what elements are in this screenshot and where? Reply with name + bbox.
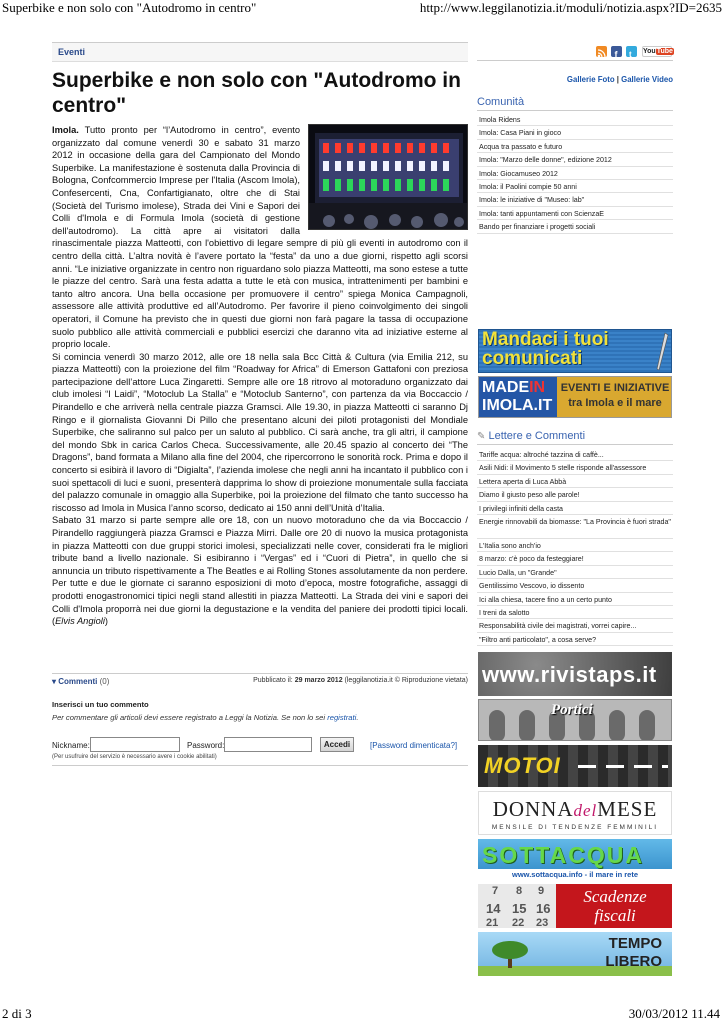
cal-21: 21	[486, 917, 499, 928]
community-list	[477, 113, 673, 234]
community-item[interactable]: Imola: il Paolini compie 50 anni	[477, 180, 673, 193]
section-tab-eventi[interactable]: Eventi	[52, 42, 468, 62]
letters-item[interactable]: Lucio Dalla, un "Grande"	[477, 566, 673, 579]
ad-sottacqua-sub: www.sottacqua.info - il mare in rete	[478, 869, 672, 881]
community-title: Comunità	[477, 96, 673, 111]
youtube-you: You	[643, 48, 656, 55]
insert-comment-note-end: .	[356, 713, 359, 722]
cal-14: 14	[486, 901, 501, 916]
letters-item[interactable]: Lettera aperta di Luca Abbà	[477, 475, 673, 488]
published-date: 29 marzo 2012	[294, 677, 343, 684]
svg-text:f: f	[614, 49, 618, 59]
letters-item[interactable]: 8 marzo: c'è poco da festeggiare!	[477, 552, 673, 565]
letters-item[interactable]: Asili Nidi: il Movimento 5 stelle risponde all'assessore	[477, 461, 673, 474]
community-item[interactable]: Imola: "Marzo delle donne", edizione 2012	[477, 153, 673, 166]
comments-count: (0)	[99, 677, 110, 686]
letters-item[interactable]: Ici alla chiesa, tacere fino a un certo punto	[477, 593, 673, 606]
comments-toggle[interactable]: ▾ Commenti (0)	[52, 677, 110, 686]
youtube-icon[interactable]	[642, 46, 672, 57]
article-photo	[308, 124, 468, 230]
pen-icon	[655, 332, 669, 372]
password-input[interactable]	[224, 737, 312, 752]
ad-tempo-text-2: LIBERO	[605, 953, 662, 970]
ad-scadenze-text-2: fiscali	[594, 906, 636, 925]
published-info	[253, 677, 468, 684]
article-paragraph-2: Si comincia venerdì 30 marzo 2012, alle ore 18 nella sala Bcc Città & Cultura (via Emilia 212, su piazza Matteotti) con la proiezione del film “Roadway for Africa” di Emerson Gattafoni con preziosa partecipazione dell’attore Luca Zingaretti. Sempre alle ore 18 ritrovo al motoraduno organizzato dai club imolesi “I Laidi”, “Motoclub La Stalla” e “Motoclub Santerno”, con partenza da via Boccaccio / Pirandello e che arriverà nella centrale piazza Gramsci. Alle 19.30, in piazza Matteotti ci saranno Dj Ringo e il giornalista Giovanni Di Pillo che presentano alcuni dei piloti protagonisti del Mondiale Superbike, che saliranno sul palco per un saluto al pubblico. Ci sarà anche, tra gli altri, il campione del mondo Sbk in carica Carlos Checa. Successivamente, alle 20.45 spazio al concerto dei “The Dragons”, band formata a Milano alla fine del 2004, che ripercorrono le sonorità rock. Prima e dopo il concerto si esibirà il lavoro di “Digialta”, l’azienda imolese che negli anni ha incantato il pubblico con i suoi spettacoli di luci e suoni, presenterà dapprima lo show di proiezione monumentale sulla facciata del palazzo comunale in omaggio alla Superbike, poi la proiezione del filmato che tanto successo ha riscosso ad Imola in Musica l’anno scorso, dedicato ai 150 anni dell’Unità d’Italia.	[52, 351, 468, 513]
banner-mandaci-text: Mandaci i tuoi comunicati	[482, 329, 609, 369]
ad-donna-text-3: MESE	[597, 797, 658, 821]
letters-item[interactable]: Tariffe acqua: altroché tazzina di caffè...	[477, 448, 673, 461]
browser-page-title: Superbike e non solo con "Autodromo in centro"	[2, 0, 257, 15]
ad-portici[interactable]	[478, 699, 672, 741]
login-form	[52, 737, 468, 753]
letters-item[interactable]: Diamo il giusto peso alle parole!	[477, 488, 673, 501]
article-paragraph-3: Sabato 31 marzo si parte sempre alle ore 18, con un nuovo motoraduno che da via Boccaccio / Pirandello raggiungerà piazza Gramsci e Piazza Mirri. Dalle ore 20 di nuovo la musica protagonista in piazza Matteotti con due gruppi storici imolesi, specializzati nelle cover, considerati fra le migliori tribute band a livello nazionale. Si esibiranno i “Vergas” ed i “Cuori di Pietra”, in quello che si annuncia un tributo rispettivamente a The Beatles e ai Rolling Stones assolutamente da non perdere.	[52, 515, 468, 576]
insert-comment-title: Inserisci un tuo commento	[52, 700, 149, 709]
ad-portici-text: Portici	[551, 702, 593, 718]
cal-16: 16	[536, 901, 551, 916]
svg-text:t: t	[629, 50, 632, 59]
facebook-icon[interactable]	[611, 46, 622, 57]
ad-motoi-text: MOTOI	[484, 753, 561, 778]
cal-7: 7	[492, 885, 499, 897]
letters-item[interactable]: Gentilissimo Vescovo, io dissento	[477, 579, 673, 592]
published-prefix: Pubblicato il:	[253, 677, 293, 684]
community-item[interactable]: Imola: le iniziative di "Museo: lab"	[477, 193, 673, 206]
insert-comment-section	[52, 700, 468, 722]
made-right-1: EVENTI E INIZIATIVE	[560, 382, 670, 394]
nickname-label: Nickname:	[52, 741, 90, 750]
comments-label: Commenti	[58, 677, 98, 686]
made-right-2: tra Imola e il mare	[568, 397, 662, 409]
gallery-photo-link[interactable]: Gallerie Foto	[566, 75, 615, 84]
ad-donna-sub: MENSILE DI TENDENZE FEMMINILI	[491, 824, 659, 831]
rss-icon[interactable]	[596, 46, 607, 57]
galleries-separator: |	[616, 75, 619, 84]
letters-title: Lettere e Commenti	[488, 430, 586, 442]
galleries-links	[477, 60, 673, 84]
published-suffix: (leggilanotizia.it © Riproduzione vietata)	[344, 677, 468, 684]
article-column	[52, 42, 468, 628]
twitter-icon[interactable]	[626, 46, 637, 57]
login-button[interactable]: Accedi	[320, 737, 354, 752]
browser-url: http://www.leggilanotizia.it/moduli/notizia.aspx?ID=2635	[419, 0, 722, 15]
cal-9: 9	[538, 885, 545, 897]
cal-23: 23	[536, 917, 549, 928]
letters-item[interactable]: L'Italia sono anch'io	[477, 539, 673, 552]
insert-comment-note-text: Per commentare gli articoli devi essere registrato a Leggi la Notizia. Se non lo sei	[52, 713, 328, 722]
pencil-icon: ✎	[477, 431, 486, 442]
print-datetime: 30/03/2012 11.44	[628, 1006, 720, 1021]
ad-scadenze-text-1: Scadenze	[583, 887, 647, 906]
community-item[interactable]: Imola: Giocamuseo 2012	[477, 167, 673, 180]
cookie-note: (Per usufruire del servizio è necessario avere i cookie abilitati)	[52, 754, 468, 766]
ad-donna-del-mese[interactable]	[478, 791, 672, 835]
forgot-password-link[interactable]: [Password dimenticata?]	[370, 741, 458, 750]
letters-item[interactable]: Energie rinnovabili da biomasse: "La Provincia è fuori strada"	[477, 515, 673, 539]
community-item[interactable]: Imola Ridens	[477, 113, 673, 126]
page-number: 2 di 3	[2, 1006, 32, 1021]
password-label: Password:	[187, 741, 225, 750]
ad-motoi[interactable]	[478, 745, 672, 787]
community-item[interactable]: Imola: tanti appuntamenti con ScienzaE	[477, 207, 673, 220]
ad-donna-text-1: DONNA	[492, 797, 574, 821]
ad-donna-text-2: del	[573, 801, 598, 820]
made-text-2: IN	[529, 379, 546, 396]
gallery-video-link[interactable]: Gallerie Video	[621, 75, 673, 84]
letters-item[interactable]: "Filtro anti particolato", a cosa serve?	[477, 633, 673, 646]
nickname-input[interactable]	[90, 737, 180, 752]
community-item[interactable]: Bando per finanziare i progetti sociali	[477, 220, 673, 233]
ad-tempo-text-1: TEMPO	[608, 935, 662, 952]
article-paragraph-1: Tutto pronto per “l’Autodromo in centro”, evento organizzato dal comune venerdì 30 e sabato 31 marzo 2012 in occasione della gara del Campionato del Mondo Superbike. La manifestazione è sostenuta dalla Provincia di Bologna, Confcommercio Imprese per l'Italia (Ascom Imola), Confesercenti, Cna, Confartigianato, oltre che di Stai (Società del Turismo imolese), Strada dei Vini e Sapori dei Colli d'Imola e di Formula Imola (società di gestione dell'autodromo). La città apre ai visitatori dalla rinascimentale piazza Matteotti, con l'obiettivo di legare sempre di più gli eventi in autodromo con il centro della città. L’altra novità è l’avere portato la “festa” da uno a due giorni, rispetto agli scorsi anni. “Le iniziative organizzate in centro non riguardano solo piazza Matteotti, ma sono estese a tutte le piazze del centro. Sarà una festa adatta a tutte le età con musica, intrattenimenti per bambini e tanto altro ancora. Una bella occasione per promuovere il centro” spiega Monica Campagnoli, assessore alle attività produttive ed all’Autodromo. Per favorire il pieno coinvolgimento dei singoli operatori, il Comune ha previsto che in questi due giorni non farà pagare la tassa di occupazione suolo pubblico alle attività commerciali e pubblici esercizi che daranno vita ad iniziative esterne al proprio locale.	[52, 125, 468, 350]
letters-item[interactable]: I privilegi infiniti della casta	[477, 502, 673, 515]
register-link[interactable]: registrati	[327, 713, 357, 722]
youtube-tube: Tube	[656, 48, 673, 55]
insert-comment-note	[52, 713, 468, 722]
made-text-3: IMOLA.IT	[482, 397, 553, 414]
ad-sottacqua-text: SOTTACQUA	[482, 842, 644, 868]
letters-item[interactable]: I treni da salotto	[477, 606, 673, 619]
letters-item[interactable]: Responsabilità civile dei magistrati, vorrei capire...	[477, 619, 673, 632]
letters-title-box	[477, 430, 673, 445]
ad-scadenze-fiscali[interactable]	[478, 884, 672, 928]
made-text-1: MADE	[482, 379, 530, 396]
cal-22: 22	[512, 917, 525, 928]
banner-mandaci-comunicati[interactable]	[478, 329, 672, 373]
article-body	[52, 124, 468, 628]
cal-8: 8	[516, 885, 523, 897]
ad-rivistaps-text: www.rivistaps.it	[482, 662, 657, 687]
article-author: Elvis Angioli	[55, 616, 105, 627]
ad-rivistaps[interactable]	[478, 652, 672, 696]
article-lead-place: Imola.	[52, 125, 79, 135]
article-title: Superbike e non solo con "Autodromo in centro"	[52, 69, 461, 117]
community-item[interactable]: Imola: Casa Piani in gioco	[477, 126, 673, 139]
ad-sottacqua[interactable]	[478, 839, 672, 881]
banner-made-in-imola[interactable]	[478, 376, 672, 418]
comments-bar	[52, 673, 468, 689]
article-paragraph-4-end: )	[104, 616, 108, 627]
ad-tempo-libero[interactable]	[478, 932, 672, 976]
article-paragraph-4: Per tutte e due le giornate ci saranno esposizioni di moto d’epoca, mostre fotografiche, assaggi di prodotti enogastronomici tipici negli stand allestiti in piazza Matteotti. La Strada dei vini e sapori dei Colli d'Imola proporrà nei due giorni la degustazione e la vendita del paniere dei prodotti tipici locali. (	[52, 578, 468, 627]
community-item[interactable]: Acqua tra passato e futuro	[477, 140, 673, 153]
letters-list	[477, 448, 673, 646]
cal-15: 15	[512, 901, 527, 916]
